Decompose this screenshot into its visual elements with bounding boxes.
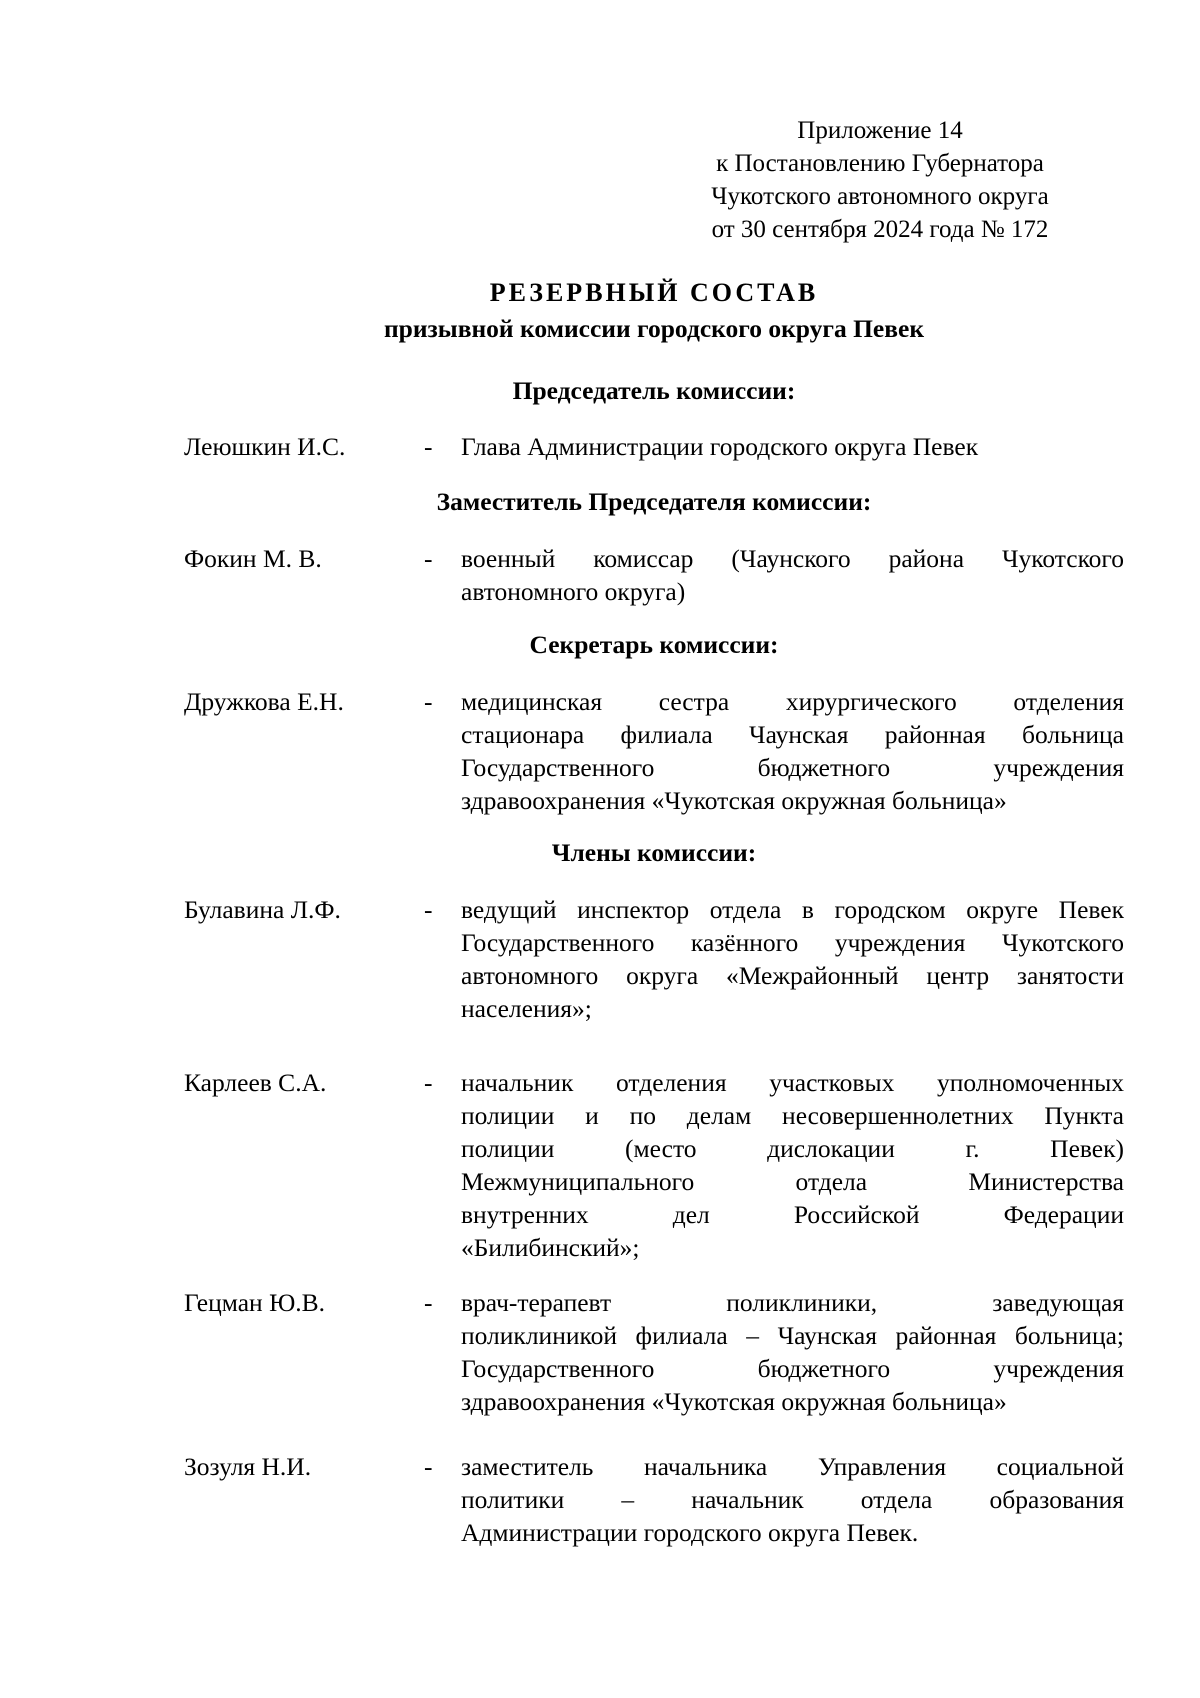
- attachment-region: Чукотского автономного округа: [711, 183, 1049, 210]
- position-line: здравоохранения «Чукотская окружная больница»: [461, 786, 1007, 815]
- attachment-block: [700, 114, 1060, 246]
- section-heading-members: Члены комиссии:: [551, 838, 757, 867]
- section-heading-secretary: Секретарь комиссии:: [529, 630, 779, 659]
- position-line: Государственного бюджетного учреждения: [461, 1354, 1124, 1383]
- position-line: автономного округа): [461, 577, 686, 606]
- position-line: заместитель начальника Управления социальной: [461, 1452, 1124, 1481]
- attachment-number: Приложение 14: [797, 117, 963, 144]
- person-name: Леюшкин И.С.: [184, 432, 346, 461]
- person-position: [461, 1066, 1124, 1264]
- dash-separator: -: [424, 1068, 433, 1097]
- position-line: медицинская сестра хирургического отделения: [461, 687, 1124, 716]
- position-line: полиции и по делам несовершеннолетних Пункта: [461, 1101, 1124, 1130]
- section-heading-deputy: Заместитель Председателя комиссии:: [436, 487, 872, 516]
- position-line: Глава Администрации городского округа Певек: [461, 432, 979, 461]
- position-line: стационара филиала Чаунская районная больница: [461, 720, 1124, 749]
- position-line: внутренних дел Российской Федерации: [461, 1200, 1124, 1229]
- position-line: Межмуниципального отдела Министерства: [461, 1167, 1124, 1196]
- position-line: здравоохранения «Чукотская окружная больница»: [461, 1387, 1007, 1416]
- document-title: РЕЗЕРВНЫЙ СОСТАВ: [489, 278, 819, 307]
- dash-separator: -: [424, 432, 433, 461]
- person-name: Булавина Л.Ф.: [184, 895, 341, 924]
- position-line: поликлиникой филиала – Чаунская районная больница;: [461, 1321, 1124, 1350]
- person-position: [461, 1286, 1124, 1418]
- position-line: Администрации городского округа Певек.: [461, 1518, 919, 1547]
- attachment-date: от 30 сентября 2024 года № 172: [711, 216, 1049, 243]
- person-position: [461, 685, 1124, 817]
- person-name: Фокин М. В.: [184, 544, 322, 573]
- dash-separator: -: [424, 1288, 433, 1317]
- person-position: [461, 542, 1124, 608]
- position-line: автономного округа «Межрайонный центр занятости: [461, 961, 1124, 990]
- person-name: Зозуля Н.И.: [184, 1452, 312, 1481]
- dash-separator: -: [424, 1452, 433, 1481]
- position-line: Государственного казённого учреждения Чукотского: [461, 928, 1124, 957]
- position-line: начальник отделения участковых уполномоченных: [461, 1068, 1124, 1097]
- person-name: Дружкова Е.Н.: [184, 687, 344, 716]
- position-line: Государственного бюджетного учреждения: [461, 753, 1124, 782]
- position-line: полиции (место дислокации г. Певек): [461, 1134, 1124, 1163]
- document-subtitle: призывной комиссии городского округа Певек: [383, 314, 925, 343]
- person-name: Гецман Ю.В.: [184, 1288, 326, 1317]
- position-line: военный комиссар (Чаунского района Чукотского: [461, 544, 1124, 573]
- section-heading-chairman: Председатель комиссии:: [512, 376, 796, 405]
- position-line: «Билибинский»;: [461, 1233, 640, 1262]
- person-position: [461, 893, 1124, 1025]
- person-position: [461, 1450, 1124, 1549]
- position-line: врач-терапевт поликлиники, заведующая: [461, 1288, 1124, 1317]
- person-position: [461, 430, 1124, 463]
- position-line: политики – начальник отдела образования: [461, 1485, 1124, 1514]
- dash-separator: -: [424, 544, 433, 573]
- dash-separator: -: [424, 895, 433, 924]
- person-name: Карлеев С.А.: [184, 1068, 327, 1097]
- attachment-reference: к Постановлению Губернатора: [716, 150, 1044, 177]
- position-line: ведущий инспектор отдела в городском округе Певек: [461, 895, 1124, 924]
- position-line: населения»;: [461, 994, 592, 1023]
- dash-separator: -: [424, 687, 433, 716]
